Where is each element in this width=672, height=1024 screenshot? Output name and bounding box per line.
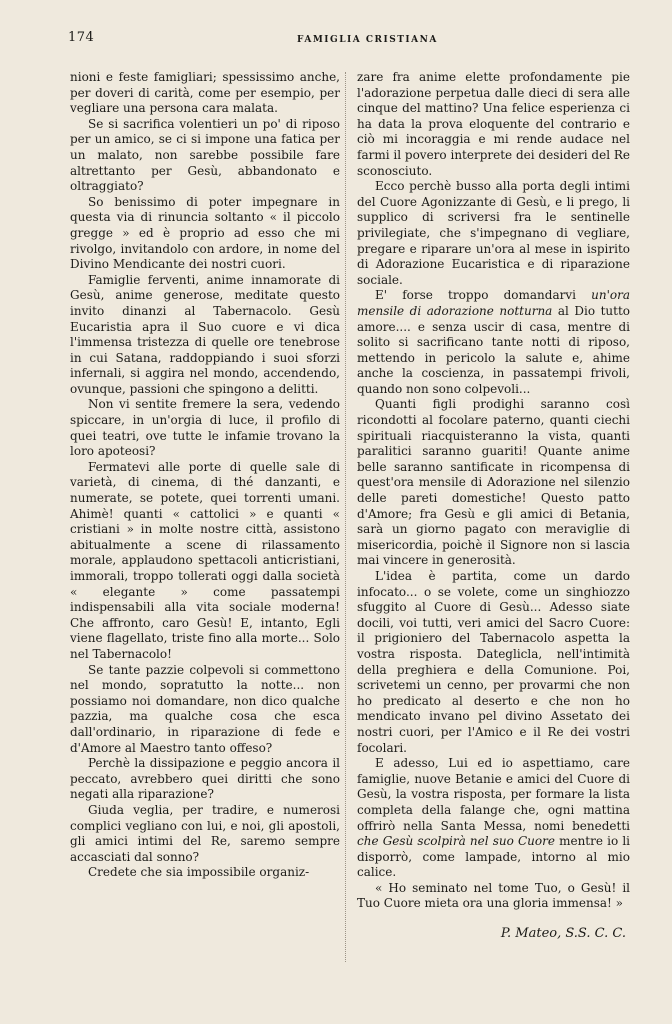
text-run: al Dio tutto amore.... e senza uscir di casa, mentre di solito si sacrificano tante notti di riposo, mettendo in pericolo la salute e, ahime anche la coscienza, in passatempi frivoli, quando non sono colpevoli... [357,303,631,396]
paragraph: Se tante pazzie colpevoli si commettono nel mondo, sopratutto la notte... non possiamo noi domandare, non dico qualche pazzia, ma qualche cosa che esca dall'ordinario, in riparazione di fede e d'Amore al Maestro tanto offeso? [70,662,340,755]
paragraph: Giuda veglia, per tradire, e numerosi complici vegliano con lui, e noi, gli apostoli, gli amici intimi del Re, saremo sempre accasciati dal sonno? [70,802,340,864]
emphasis-text: un'ora mensile di adorazione notturna [357,288,630,318]
paragraph [357,288,630,397]
paragraph: Se si sacrifica volentieri un po' di riposo per un amico, se ci si impone una fatica per un malato, non sarebbe possibile fare altrettanto per Gesù, abbandonato e oltraggiato? [70,116,340,194]
paragraph: Famiglie ferventi, anime innamorate di Gesù, anime generose, meditate questo invito dinanzi al Tabernacolo. Gesù Eucaristia apra il Suo cuore e vi dica l'immensa tristezza di quelle ore tenebrose in cui Satana, raddoppiando i suoi sforzi infernali, si aggira nel mondo, accendendo, ovunque, passioni che spingono a delitti. [70,272,340,396]
column-divider [345,72,347,962]
paragraph: nioni e feste famigliari; spessissimo anche, per doveri di carità, come per esempio, per vegliare una persona cara malata. [70,70,340,116]
running-head: FAMIGLIA CRISTIANA [297,35,438,45]
paragraph: Ecco perchè busso alla porta degli intimi del Cuore Agonizzante di Gesù, e li prego, li supplico di scriversi fra le sentinelle privilegiate, che s'impegnano di vegliare, pregare e riparare un'ora al mese in ispirito di Adorazione Eucaristica e di riparazione sociale. [357,179,630,287]
paragraph: Perchè la dissipazione e peggio ancora il peccato, avrebbero quei diritti che sono negati alla riparazione? [70,756,340,802]
paragraph: So benissimo di poter impegnare in questa via di rinuncia soltanto « il piccolo gregge » ed è proprio ad esso che mi rivolgo, invitandolo con ardore, in nome del Divino Mendicante dei nostri cuori. [70,194,340,272]
emphasis-text: che Gesù scolpirà nel suo Cuore [357,834,555,849]
text-run: E' forse troppo domandarvi [375,288,592,303]
paragraph: zare fra anime elette profondamente pie l'adorazione perpetua dalle dieci di sera alle cinque del mattino? Una felice esperienza ci ha data la prova eloquente del contrario e ciò mi incoraggia e mi rende audace nel farmi il povero interprete dei desideri del Re sconosciuto. [357,70,630,178]
paragraph: Fermatevi alle porte di quelle sale di varietà, di cinema, di thé danzanti, e numerate, se potete, quei torrenti umani. Ahimè! quanti « cattolici » e quanti « cristiani » in molte nostre città, assistono abitualmente a scene di rilassamento morale, applaudono spettacoli anticristiani, immorali, troppo tollerati oggi dalla società « elegante » come passatempi indispensabili alla vita sociale moderna! Che affronto, caro Gesù! E, intanto, Egli viene flagellato, triste fino alla morte... Solo nel Tabernacolo! [70,459,340,661]
text-run: E adesso, Lui ed io aspettiamo, care famiglie, nuove Betanie e amici del Cuore di Gesù, la vostra risposta, per formare la lista completa della falange che, ogni mattina offrirò nella Santa Messa, nomi benedetti [357,756,630,833]
paragraph: Non vi sentite fremere la sera, vedendo spiccare, in un'orgia di luce, il profilo di quei teatri, ove tutte le infamie trovano la loro apoteosi? [70,397,340,459]
page-number: 174 [68,30,95,45]
paragraph: Quanti figli prodighi saranno così ricondotti al focolare paterno, quanti ciechi spirituali riacquisteranno la vista, quanti paralitici saranno guariti! Quante anime belle saranno santificate in ricompensa di quest'ora mensile di Adorazione nel silenzio delle pareti domestiche! Questo patto d'Amore; fra Gesù e gli amici di Betania, sarà un giorno pagato con meraviglie di misericordia, poichè il Signore non si lascia mai vincere in generosità. [357,397,630,568]
right-column [357,70,630,942]
text-run: mentre io li disporrò, come lampade, intorno al mio calice. [357,834,630,880]
paragraph [357,756,630,881]
author-signature: P. Mateo, S.S. C. C. [500,926,626,942]
closing-quote: « Ho seminato nel tome Tuo, o Gesù! il Tuo Cuore mieta ora una gloria immensa! » [357,880,630,911]
left-column [70,70,340,881]
paragraph: L'idea è partita, come un dardo infocato... o se volete, come un singhiozzo sfuggito al Cuore di Gesù... Adesso siate docili, voi tutti, veri amici del Sacro Cuore: il prigioniero del Tabernacolo aspetta la vostra risposta. Dateglicla, nell'intimità della preghiera e della Comunione. Poi, scrivetemi un cenno, per provarmi che non ho predicato al deserto e che non ho mendicato invano pel divino Assetato dei nostri cuori, per l'Amico e il Re dei vostri focolari. [357,569,630,755]
paragraph: Credete che sia impossibile organiz- [88,865,310,880]
